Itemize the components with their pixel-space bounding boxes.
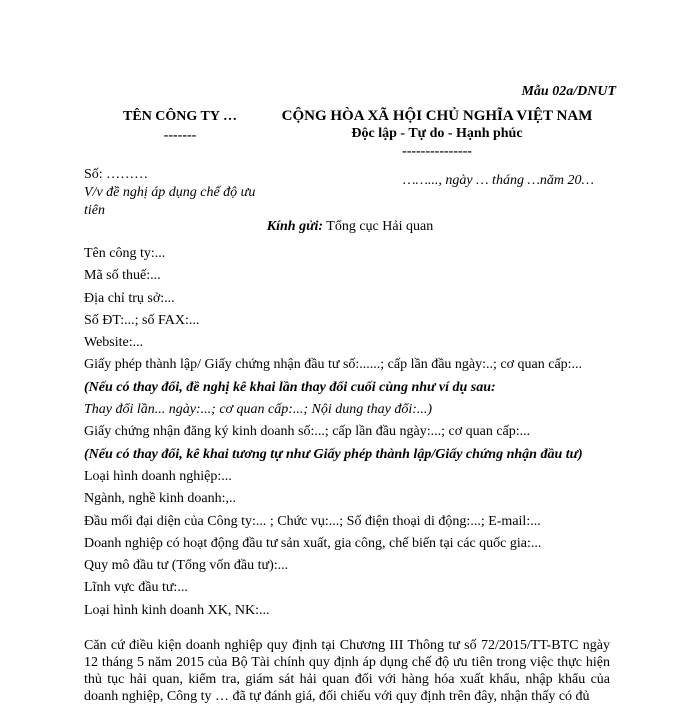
field-business-registration: Giấy chứng nhận đăng ký kinh doanh số:...; cấp lần đầu ngày:...; cơ quan cấp:... (84, 424, 531, 440)
field-business-lines: Ngành, nghề kinh doanh:,.. (84, 491, 237, 507)
national-header (272, 107, 602, 161)
field-investment-sector: Lĩnh vực đầu tư:... (84, 580, 188, 596)
field-tax-code: Mã số thuế:... (84, 268, 161, 284)
national-title: CỘNG HÒA XÃ HỘI CHỦ NGHĨA VIỆT NAM (281, 108, 593, 124)
company-name: TÊN CÔNG TY … (123, 109, 237, 124)
company-fields (84, 243, 624, 622)
reference-number: Số: ……… (84, 167, 149, 182)
field-address: Địa chỉ trụ sở:... (84, 290, 175, 306)
company-rule: ------- (163, 128, 197, 143)
date-line: ……..., ngày … tháng …năm 20… (403, 173, 594, 188)
field-enterprise-type: Loại hình doanh nghiệp:... (84, 468, 232, 484)
reference-block (84, 166, 274, 220)
reference-subject: V/v đề nghị áp dụng chế độ ưu tiên (84, 185, 256, 218)
field-contact-person: Đầu mối đại diện của Công ty:... ; Chức vụ:...; Số điện thoại di động:...; E-mail:... (84, 513, 541, 529)
field-trade-type: Loại hình kinh doanh XK, NK:... (84, 602, 270, 618)
company-header (100, 107, 260, 145)
form-code: Mẫu 02a/DNUT (521, 84, 616, 99)
motto-rule: --------------- (402, 144, 472, 159)
basis-paragraph: Căn cứ điều kiện doanh nghiệp quy định tại Chương III Thông tư số 72/2015/TT-BTC ngày 12 tháng 5 năm 2015 của Bộ Tài chính quy định áp dụng chế độ ưu tiên trong việc thực hiện thủ tục hải quan, kiểm tra, giám sát hải quan đối với hàng hóa xuất khẩu, nhập khẩu của doanh nghiệp, Công ty … đã tự đánh giá, đối chiếu với quy định trên đây, nhận thấy có đủ (84, 638, 610, 704)
field-investment-scale: Quy mô đầu tư (Tổng vốn đầu tư):... (84, 558, 289, 574)
note-license-change-example: Thay đổi lần... ngày:...; cơ quan cấp:...; Nội dung thay đổi:...) (84, 402, 433, 418)
field-overseas-operations: Doanh nghiệp có hoạt động đầu tư sản xuất, gia công, chế biến tại các quốc gia:... (84, 535, 542, 551)
field-phone-fax: Số ĐT:...; số FAX:... (84, 312, 200, 328)
field-company-name: Tên công ty:... (84, 246, 166, 261)
note-license-change: (Nếu có thay đổi, đề nghị kê khai lần thay đổi cuối cùng như ví dụ sau: (84, 379, 496, 395)
recipient-label: Kính gửi: (266, 219, 324, 234)
field-establishment-license: Giấy phép thành lập/ Giấy chứng nhận đầu tư số:......; cấp lần đầu ngày:..; cơ quan cấp:... (84, 357, 583, 373)
recipient-line (0, 219, 700, 235)
recipient-name: Tổng cục Hải quan (326, 219, 434, 234)
note-registration-change: (Nếu có thay đổi, kê khai tương tự như Giấy phép thành lập/Giấy chứng nhận đầu tư) (84, 446, 583, 462)
field-website: Website:... (84, 335, 144, 351)
motto: Độc lập - Tự do - Hạnh phúc (351, 126, 523, 141)
